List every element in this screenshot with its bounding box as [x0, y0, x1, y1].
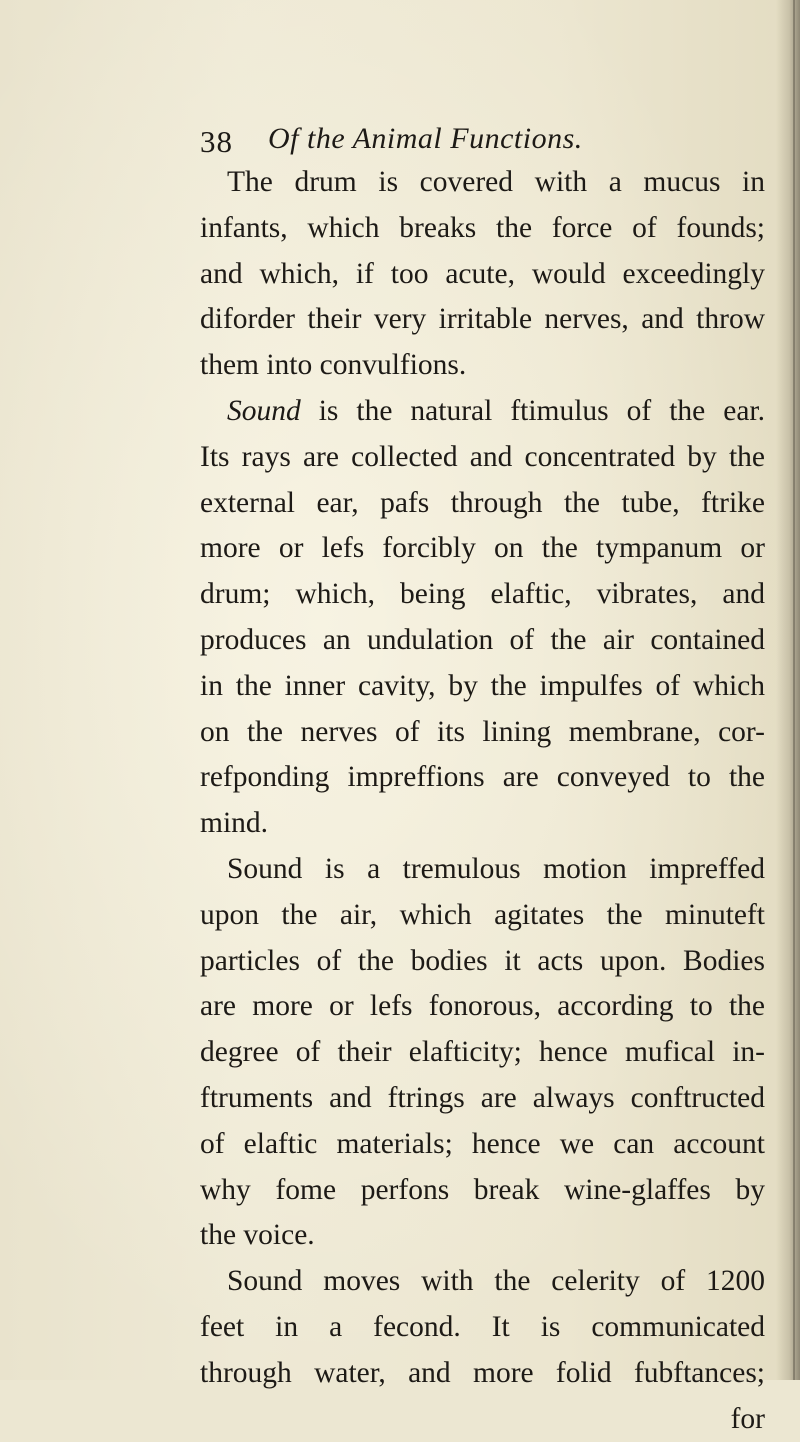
text-line: on the nerves of its lining membrane, cor- — [200, 715, 765, 748]
text-line: drum; which, being elaftic, vibrates, and — [200, 578, 765, 611]
text-line: mind. — [200, 807, 269, 840]
running-title: Of the Animal Functions. — [268, 122, 583, 155]
text-line: upon the air, which agitates the minuteft — [200, 898, 765, 931]
text-line: The drum is covered with a mucus in — [227, 166, 765, 198]
text-line: external ear, pafs through the tube, ftrike — [200, 486, 765, 519]
text-line: Sound is a tremulous motion impreffed — [227, 852, 765, 885]
text-line: infants, which breaks the force of founds; — [200, 211, 765, 244]
text-line: degree of their elafticity; hence mufical in- — [200, 1036, 765, 1069]
italic-word: Sound — [227, 394, 301, 427]
text-line: through water, and more folid fubftances; — [200, 1356, 765, 1389]
text-line: refponding impreffions are conveyed to the — [200, 761, 765, 794]
page-number: 38 — [200, 124, 233, 159]
catchword: for — [730, 1402, 765, 1435]
text-line: produces an undulation of the air contained — [200, 623, 765, 656]
text-line: diforder their very irritable nerves, and throw — [200, 303, 765, 336]
text-line: Its rays are collected and concentrated by the — [200, 440, 765, 473]
text-line: Sound moves with the celerity of 1200 — [227, 1265, 765, 1298]
text-fragment: is the natural ftimulus of the ear. — [300, 394, 765, 427]
text-line: are more or lefs fonorous, according to the — [200, 990, 765, 1023]
page-edge — [793, 0, 795, 1380]
text-line: more or lefs forcibly on the tympanum or — [200, 532, 765, 565]
body-text — [200, 160, 765, 1442]
text-line: the voice. — [200, 1219, 315, 1252]
text-line: particles of the bodies it acts upon. Bodies — [200, 944, 765, 977]
text-line: them into convulfions. — [200, 349, 467, 382]
text-line: of elaftic materials; hence we can account — [200, 1127, 765, 1160]
text-line: and which, if too acute, would exceedingly — [200, 257, 765, 290]
text-line: feet in a fecond. It is communicated — [200, 1310, 765, 1343]
text-line: in the inner cavity, by the impulfes of which — [200, 669, 765, 702]
text-line — [200, 389, 765, 435]
text-line: ftruments and ftrings are always conftructed — [200, 1081, 765, 1114]
page-gutter-shadow — [776, 0, 800, 1380]
text-line: why fome perfons break wine-glaffes by — [200, 1173, 765, 1206]
